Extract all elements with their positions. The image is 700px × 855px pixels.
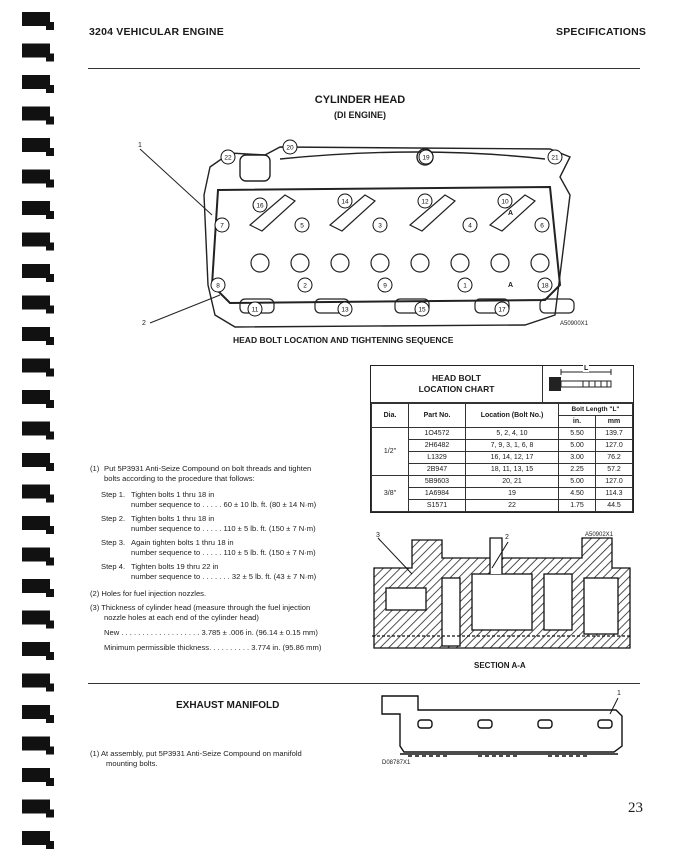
header-title-right: SPECIFICATIONS xyxy=(556,26,647,38)
binder-ring xyxy=(22,12,50,26)
mm-cell: 57.2 xyxy=(596,464,633,476)
binder-hole xyxy=(46,337,54,345)
binder-hole xyxy=(46,432,54,440)
step-text: number sequence to . . . . . xyxy=(131,524,222,533)
binder-hole xyxy=(46,841,54,849)
table-row xyxy=(372,488,633,500)
binder-hole xyxy=(46,400,54,408)
rocker-shape xyxy=(330,195,375,231)
min-label: Minimum permissible thickness. . . . . . . . . . xyxy=(104,643,250,652)
binder-ring xyxy=(22,831,50,845)
binder-ring xyxy=(22,264,50,278)
binder-ring xyxy=(22,359,50,373)
step-value: 110 ± 5 lb. ft. (150 ± 7 N·m) xyxy=(223,548,316,557)
binder-ring xyxy=(22,233,50,247)
item3 xyxy=(90,603,362,623)
section-callout-3: 3 xyxy=(376,532,380,539)
table-row xyxy=(372,440,633,452)
table-row xyxy=(372,476,633,488)
chart-table xyxy=(371,403,633,512)
binder-hole xyxy=(46,306,54,314)
section-aa-diagram xyxy=(372,528,634,658)
location-cell: 19 xyxy=(466,488,559,500)
binder-hole xyxy=(46,211,54,219)
min-thickness xyxy=(104,643,362,653)
in-cell: 4.50 xyxy=(559,488,596,500)
bolt-number: 2 xyxy=(303,282,307,290)
valve-port xyxy=(531,254,549,272)
bolt-number: 19 xyxy=(422,154,430,162)
dia-cell: 1/2" xyxy=(372,428,409,476)
exhaust-note xyxy=(90,749,362,769)
head-bolt-chart xyxy=(370,365,634,513)
valve-port xyxy=(291,254,309,272)
valve-port xyxy=(491,254,509,272)
item1-line2: bolts according to the procedure that follows: xyxy=(104,474,255,483)
step-label: Step 4. xyxy=(101,562,126,571)
dia-cell: 3/8" xyxy=(372,476,409,512)
binder-ring xyxy=(22,422,50,436)
bolt-number: 3 xyxy=(378,222,382,230)
col-in: in. xyxy=(559,416,596,428)
binder-ring xyxy=(22,107,50,121)
item3-line1: (3) Thickness of cylinder head (measure through the fuel injection xyxy=(90,603,311,612)
in-cell: 5.50 xyxy=(559,428,596,440)
binder-ring xyxy=(22,800,50,814)
bolt-number: 20 xyxy=(286,144,294,152)
mm-cell: 114.3 xyxy=(596,488,633,500)
instructions xyxy=(90,464,362,484)
section-callout-2: 2 xyxy=(505,534,509,541)
valve-port xyxy=(251,254,269,272)
mm-cell: 44.5 xyxy=(596,500,633,512)
binder-hole xyxy=(46,495,54,503)
step-value: 110 ± 5 lb. ft. (150 ± 7 N·m) xyxy=(223,524,316,533)
binder-hole xyxy=(46,85,54,93)
mm-cell: 139.7 xyxy=(596,428,633,440)
binder-ring xyxy=(22,296,50,310)
exhaust-manifold-diagram xyxy=(378,690,640,770)
section-figure-id: A50902X1 xyxy=(585,532,614,538)
cylinder-head-title: CYLINDER HEAD xyxy=(314,94,406,106)
bolt-number: 14 xyxy=(341,198,349,206)
binder-hole xyxy=(46,180,54,188)
step-list xyxy=(101,490,361,586)
binder-ring xyxy=(22,642,50,656)
col-location: Location (Bolt No.) xyxy=(466,404,559,428)
new-value: 3.785 ± .006 in. (96.14 ± 0.15 mm) xyxy=(201,628,318,637)
bolt-number: 22 xyxy=(224,154,232,162)
mm-cell: 76.2 xyxy=(596,452,633,464)
mm-cell: 127.0 xyxy=(596,476,633,488)
binder-hole xyxy=(46,589,54,597)
item3-line2: nozzle holes at each end of the cylinder head) xyxy=(104,613,259,622)
chart-title-line2: LOCATION CHART xyxy=(418,384,495,394)
binder-hole xyxy=(46,54,54,62)
binder-hole xyxy=(46,715,54,723)
bolt-number: 16 xyxy=(256,202,264,210)
binder-hole xyxy=(46,117,54,125)
binder-hole xyxy=(46,652,54,660)
part-cell: 2B947 xyxy=(409,464,466,476)
mm-cell: 127.0 xyxy=(596,440,633,452)
binder-rings xyxy=(0,0,62,855)
step-value: 60 ± 10 lb. ft. (80 ± 14 N·m) xyxy=(223,500,317,509)
valve-port xyxy=(371,254,389,272)
binder-ring xyxy=(22,548,50,562)
bolt-number: 15 xyxy=(418,306,426,314)
location-cell: 18, 11, 13, 15 xyxy=(466,464,559,476)
in-cell: 1.75 xyxy=(559,500,596,512)
header-title-left: 3204 VEHICULAR ENGINE xyxy=(89,26,224,38)
valve-port xyxy=(411,254,429,272)
table-row xyxy=(372,428,633,440)
page-number: 23 xyxy=(628,800,643,816)
binder-ring xyxy=(22,201,50,215)
binder-ring xyxy=(22,390,50,404)
table-row xyxy=(372,464,633,476)
bolt-number: 18 xyxy=(541,282,549,290)
bolt-number: 21 xyxy=(551,154,559,162)
binder-hole xyxy=(46,274,54,282)
part-cell: L1329 xyxy=(409,452,466,464)
binder-hole xyxy=(46,747,54,755)
location-cell: 5, 2, 4, 10 xyxy=(466,428,559,440)
bolt-number: 11 xyxy=(251,306,259,314)
binder-ring xyxy=(22,75,50,89)
binder-hole xyxy=(46,684,54,692)
header-rule xyxy=(88,68,640,69)
in-cell: 3.00 xyxy=(559,452,596,464)
part-cell: S1571 xyxy=(409,500,466,512)
step-item xyxy=(101,538,361,558)
binder-ring xyxy=(22,516,50,530)
bolt-number: 13 xyxy=(341,306,349,314)
binder-hole xyxy=(46,22,54,30)
col-part: Part No. xyxy=(409,404,466,428)
rocker-shape xyxy=(410,195,455,231)
callout-2: 2 xyxy=(142,320,146,327)
binder-ring xyxy=(22,44,50,58)
binder-ring xyxy=(22,611,50,625)
step-text: Again tighten bolts 1 thru 18 in xyxy=(131,538,234,547)
bolt-number: 9 xyxy=(383,282,387,290)
binder-ring xyxy=(22,579,50,593)
binder-ring xyxy=(22,768,50,782)
step-text: Tighten bolts 1 thru 18 in xyxy=(131,514,215,523)
bolt-number: 17 xyxy=(498,306,506,314)
binder-hole xyxy=(46,463,54,471)
new-label: New . . . . . . . . . . . . . . . . . . . xyxy=(104,628,200,637)
part-cell: 1O4572 xyxy=(409,428,466,440)
exhaust-manifold-title: EXHAUST MANIFOLD xyxy=(176,700,280,711)
step-text: Tighten bolts 19 thru 22 in xyxy=(131,562,219,571)
binder-ring xyxy=(22,674,50,688)
step-text: number sequence to . . . . . xyxy=(131,548,222,557)
binder-ring xyxy=(22,327,50,341)
binder-ring xyxy=(22,138,50,152)
new-thickness xyxy=(104,628,362,638)
bolt-number: 10 xyxy=(501,198,509,206)
binder-hole xyxy=(46,778,54,786)
binder-ring xyxy=(22,485,50,499)
section-rule xyxy=(88,683,640,684)
binder-ring xyxy=(22,737,50,751)
callout-a-bottom: A xyxy=(508,282,514,289)
binder-hole xyxy=(46,526,54,534)
part-cell: 1A6984 xyxy=(409,488,466,500)
binder-ring xyxy=(22,453,50,467)
exhaust-note-line2: mounting bolts. xyxy=(106,759,158,768)
col-dia: Dia. xyxy=(372,404,409,428)
table-row xyxy=(372,452,633,464)
chart-title-line1: HEAD BOLT xyxy=(432,373,481,383)
bolt-number: 4 xyxy=(468,222,472,230)
bolt-number: 1 xyxy=(463,282,467,290)
cylinder-head-figure-id: A50900X1 xyxy=(560,321,589,327)
bolt-illustration xyxy=(542,366,633,402)
bolt-number: 7 xyxy=(220,222,224,230)
step-label: Step 1. xyxy=(101,490,126,499)
step-text: number sequence to . . . . . xyxy=(131,500,222,509)
in-cell: 2.25 xyxy=(559,464,596,476)
step-item xyxy=(101,562,361,582)
col-length: Bolt Length "L" xyxy=(559,404,633,416)
binder-ring xyxy=(22,170,50,184)
binder-hole xyxy=(46,243,54,251)
step-text: Tighten bolts 1 thru 18 in xyxy=(131,490,215,499)
step-value: 32 ± 5 lb. ft. (43 ± 7 N·m) xyxy=(231,572,317,581)
step-item xyxy=(101,490,361,510)
valve-port xyxy=(451,254,469,272)
item1-line1: Put 5P3931 Anti-Seize Compound on bolt threads and tighten xyxy=(104,464,312,473)
item2: (2) Holes for fuel injection nozzles. xyxy=(90,589,207,598)
step-label: Step 3. xyxy=(101,538,126,547)
binder-hole xyxy=(46,558,54,566)
binder-ring xyxy=(22,705,50,719)
min-value: 3.774 in. (95.86 mm) xyxy=(251,643,322,652)
bolt-number: 5 xyxy=(300,222,304,230)
bolt-length-label: L xyxy=(584,365,589,372)
location-cell: 20, 21 xyxy=(466,476,559,488)
part-cell: 2H6482 xyxy=(409,440,466,452)
item1-number: (1) xyxy=(90,464,100,473)
in-cell: 5.00 xyxy=(559,476,596,488)
step-label: Step 2. xyxy=(101,514,126,523)
cylinder-head-diagram xyxy=(130,135,640,330)
exhaust-note-line1: (1) At assembly, put 5P3931 Anti-Seize Compound on manifold xyxy=(90,749,302,758)
location-cell: 16, 14, 12, 17 xyxy=(466,452,559,464)
step-text: number sequence to . . . . . . . xyxy=(131,572,230,581)
valve-port xyxy=(331,254,349,272)
callout-a-top: A xyxy=(508,210,514,217)
section-caption: SECTION A-A xyxy=(474,661,526,670)
part-cell: 5B9603 xyxy=(409,476,466,488)
step-item xyxy=(101,514,361,534)
binder-hole xyxy=(46,621,54,629)
bolt-number: 12 xyxy=(421,198,429,206)
cylinder-head-caption: HEAD BOLT LOCATION AND TIGHTENING SEQUENCE xyxy=(233,335,454,345)
bolt-number: 6 xyxy=(540,222,544,230)
cylinder-head-subtitle: (DI ENGINE) xyxy=(333,110,386,120)
location-cell: 22 xyxy=(466,500,559,512)
binder-hole xyxy=(46,810,54,818)
exhaust-figure-id: D08787X1 xyxy=(382,760,411,766)
binder-hole xyxy=(46,148,54,156)
table-row xyxy=(372,500,633,512)
location-cell: 7, 9, 3, 1, 6, 8 xyxy=(466,440,559,452)
exhaust-callout-1: 1 xyxy=(617,690,621,697)
binder-hole xyxy=(46,369,54,377)
col-mm: mm xyxy=(596,416,633,428)
bolt-number: 8 xyxy=(216,282,220,290)
in-cell: 5.00 xyxy=(559,440,596,452)
callout-1: 1 xyxy=(138,142,142,149)
chart-title xyxy=(371,366,542,402)
